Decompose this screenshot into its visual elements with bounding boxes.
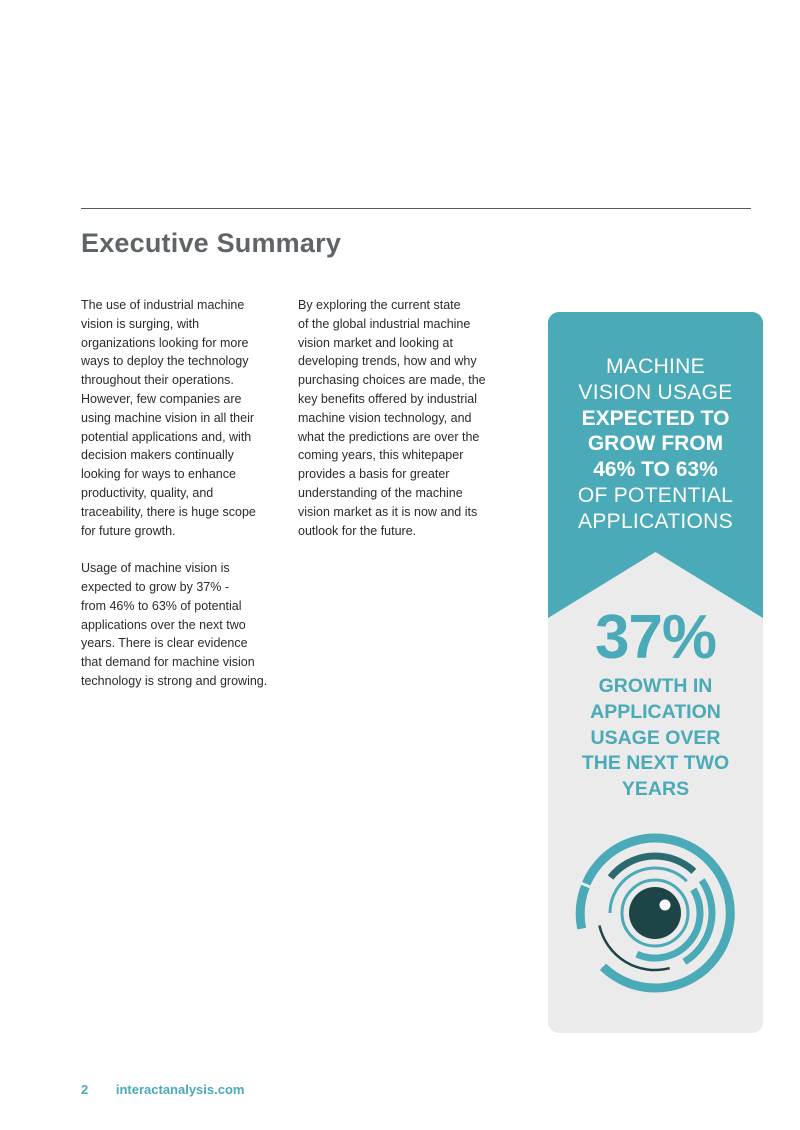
callout-line-strong: EXPECTED TO GROW FROM 46% TO 63% — [581, 406, 730, 482]
callout-line-light-2: OF POTENTIAL APPLICATIONS — [577, 483, 734, 533]
body-column-left — [81, 296, 286, 691]
paragraph: Usage of machine vision is expected to grow by 37% - from 46% to 63% of potential applications over the next two years. There is clear evidence that demand for machine vision technology is strong and growing. — [81, 561, 268, 688]
paragraph: By exploring the current state of the global industrial machine vision market and looking at developing trends, how and why purchasing choices are made, the key benefits offered by industrial machine vision technology, and what the predictions are over the coming years, this whitepaper provides a basis for greater understanding of the machine vision market as it is now and its outlook for the future. — [298, 298, 486, 538]
callout-headline — [548, 354, 763, 535]
paragraph: The use of industrial machine vision is surging, with organizations looking for more ways to deploy the technology throughout their operations. However, few companies are using machine vision in all their potential applications and, with decision makers continually looking for ways to enhance productivity, quality, and traceability, there is huge scope for future growth. — [81, 298, 256, 538]
body-column-right — [298, 296, 503, 540]
eye-target-icon — [572, 830, 738, 996]
header-rule — [81, 208, 751, 209]
page-footer — [81, 1082, 244, 1097]
big-stat: 37% — [594, 603, 717, 672]
callout-line-light: MACHINE VISION USAGE — [578, 355, 733, 404]
page-title: Executive Summary — [81, 228, 342, 258]
page-number: 2 — [81, 1082, 89, 1097]
infographic-callout — [548, 312, 763, 1033]
site-link[interactable]: interactanalysis.com — [115, 1082, 245, 1097]
growth-caption: GROWTH IN APPLICATION USAGE OVER THE NEXT TWO YEARS — [581, 675, 730, 801]
